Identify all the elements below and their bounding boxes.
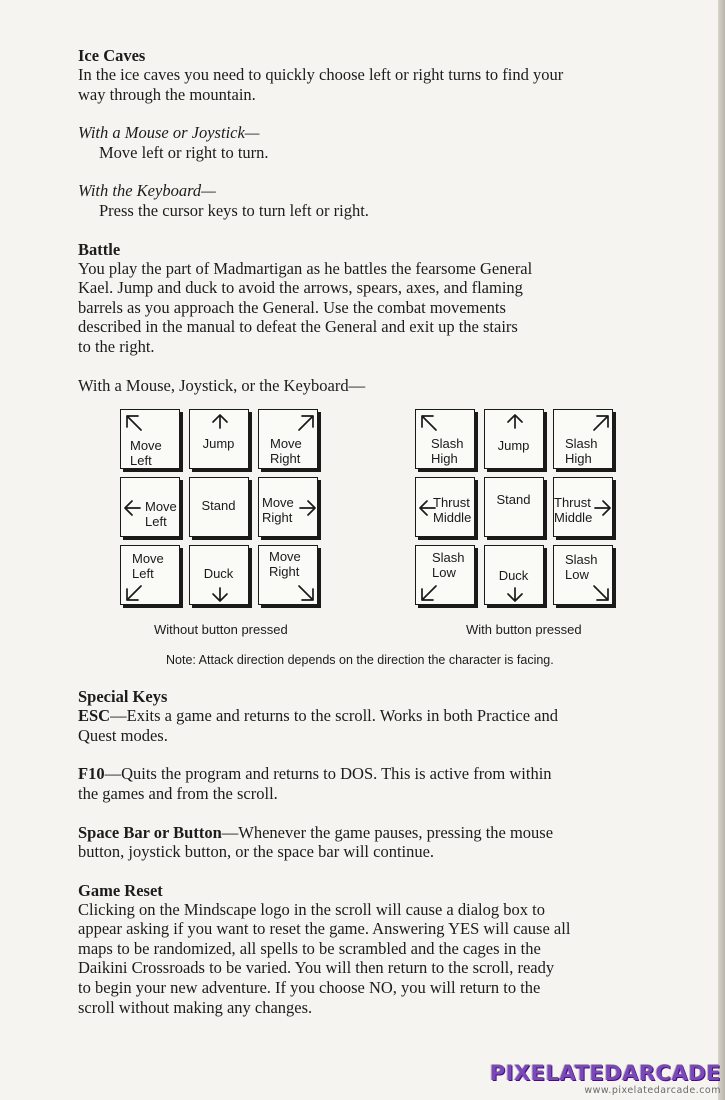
- game-reset-line: Daikini Crossroads to be varied. You will then return to the scroll, ready: [78, 958, 555, 978]
- control-key-label-line: Move: [262, 495, 294, 511]
- control-key-ul: [120, 409, 180, 469]
- ice-caves-heading: Ice Caves: [78, 46, 146, 65]
- control-key-label-line: High: [431, 451, 458, 467]
- arrow-down-right-icon: [591, 583, 611, 603]
- control-key-label-line: Middle: [433, 510, 472, 526]
- control-key-label: [431, 436, 464, 466]
- control-key-label-line: Stand: [496, 492, 531, 508]
- control-key-r: [258, 477, 318, 537]
- control-key-label-line: Low: [565, 567, 589, 583]
- ice-caves-line: In the ice caves you need to quickly choose left or right turns to find your: [78, 65, 564, 84]
- arrow-up-left-icon: [124, 413, 144, 433]
- control-grid-without-button: [120, 409, 322, 611]
- controls-label: With a Mouse, Joystick, or the Keyboard—: [78, 375, 366, 395]
- control-key-label-line: Low: [432, 565, 456, 581]
- arrow-down-icon: [506, 587, 524, 603]
- battle-line: barrels as you approach the General. Use the combat movements: [78, 297, 506, 317]
- control-key-label-line: Thrust: [554, 495, 591, 511]
- watermark-logo: PIXELATEDARCADE: [489, 1061, 721, 1085]
- control-key-u: [484, 409, 544, 469]
- space-bar-description-cont: button, joystick button, or the space bar will continue.: [78, 842, 435, 862]
- control-key-label-line: Left: [132, 566, 154, 582]
- keyboard-label: With the Keyboard—: [78, 181, 216, 201]
- control-key-label-line: Duck: [203, 566, 234, 582]
- game-reset-line: to begin your new adventure. If you choose NO, you will return to the: [78, 978, 541, 998]
- control-key-label-line: Slash: [432, 550, 465, 566]
- control-key-label: [145, 499, 177, 529]
- mouse-joystick-text: Move left or right to turn.: [99, 142, 269, 162]
- page-edge: [718, 0, 725, 1100]
- control-key-r: [553, 477, 613, 537]
- arrow-up-left-icon: [419, 413, 439, 433]
- control-key-d: [484, 545, 544, 605]
- arrow-down-right-icon: [296, 583, 316, 603]
- control-key-label: [269, 549, 301, 579]
- control-key-c: [484, 477, 544, 537]
- keyboard-text: Press the cursor keys to turn left or right.: [99, 200, 369, 220]
- control-key-label-line: Right: [269, 564, 300, 580]
- esc-key-label: ESC: [78, 706, 111, 726]
- control-key-label-line: High: [565, 451, 592, 467]
- control-key-label: [262, 495, 294, 525]
- space-bar-key-label: Space Bar or Button: [78, 822, 222, 842]
- control-key-u: [189, 409, 249, 469]
- control-key-label: [190, 498, 247, 513]
- control-key-label: [432, 550, 465, 580]
- control-key-label: [270, 436, 302, 466]
- control-key-label-line: Slash: [565, 552, 598, 568]
- mouse-joystick-label: With a Mouse or Joystick—: [78, 123, 260, 143]
- control-key-dl: [415, 545, 475, 605]
- watermark-url: www.pixelatedarcade.com: [584, 1085, 721, 1096]
- arrow-down-left-icon: [124, 583, 144, 603]
- game-reset-line: appear asking if you want to reset the game. Answering YES will cause all: [78, 919, 571, 939]
- control-key-label-line: Move: [132, 551, 164, 567]
- control-grid-with-button: [415, 409, 617, 611]
- caption-with-button: With button pressed: [466, 622, 582, 638]
- game-reset-line: scroll without making any changes.: [78, 997, 313, 1017]
- game-reset-line: maps to be randomized, all spells to be scrambled and the cages in the: [78, 938, 541, 958]
- control-key-label-line: Left: [145, 514, 167, 530]
- game-reset-heading: Game Reset: [78, 880, 163, 900]
- battle-line: described in the manual to defeat the General and exit up the stairs: [78, 317, 518, 337]
- control-key-label: [554, 495, 592, 525]
- control-key-label-line: Left: [130, 453, 152, 469]
- control-key-label-line: Slash: [565, 436, 598, 452]
- battle-line: You play the part of Madmartigan as he battles the fearsome General: [78, 258, 533, 278]
- watermark: [490, 1061, 721, 1096]
- control-key-label-line: Move: [130, 438, 162, 454]
- game-reset-line: Clicking on the Mindscape logo in the scroll will cause a dialog box to: [78, 899, 545, 919]
- control-key-label-line: Move: [270, 436, 302, 452]
- arrow-right-icon: [299, 498, 317, 518]
- control-key-label-line: Stand: [201, 498, 236, 514]
- caption-without-button: Without button pressed: [154, 622, 288, 638]
- arrow-up-icon: [506, 413, 524, 429]
- control-key-label-line: Thrust: [433, 495, 470, 511]
- arrow-up-right-icon: [296, 413, 316, 433]
- control-key-label-line: Right: [262, 510, 293, 526]
- control-key-label-line: Right: [270, 451, 301, 467]
- f10-description-cont: the games and from the scroll.: [78, 783, 278, 803]
- battle-line: to the right.: [78, 336, 155, 356]
- control-key-l: [120, 477, 180, 537]
- battle-heading: Battle: [78, 239, 121, 259]
- special-keys-heading: Special Keys: [78, 687, 168, 707]
- control-key-dr: [553, 545, 613, 605]
- f10-description: F10—Quits the program and returns to DOS. This is active from within: [78, 764, 552, 784]
- control-key-label-line: Move: [145, 499, 177, 515]
- control-key-label: [485, 492, 542, 507]
- control-key-label: [190, 436, 247, 451]
- control-key-label-line: Jump: [202, 436, 235, 452]
- control-key-label-line: Duck: [498, 568, 529, 584]
- control-key-label-line: Middle: [554, 510, 593, 526]
- space-bar-description: Space Bar or Button—Whenever the game pauses, pressing the mouse: [78, 822, 554, 842]
- control-key-label-line: Jump: [497, 438, 530, 454]
- control-key-label: [485, 438, 542, 453]
- ice-caves-line: way through the mountain.: [78, 84, 256, 104]
- control-key-dl: [120, 545, 180, 605]
- control-key-label: [565, 436, 598, 466]
- battle-line: Kael. Jump and duck to avoid the arrows, spears, axes, and flaming: [78, 278, 523, 298]
- control-key-label: [485, 568, 542, 583]
- arrow-right-icon: [594, 498, 612, 518]
- control-key-ur: [553, 409, 613, 469]
- control-key-c: [189, 477, 249, 537]
- control-key-d: [189, 545, 249, 605]
- control-key-label: [565, 552, 598, 582]
- f10-key-label: F10: [78, 764, 105, 784]
- control-key-label: [433, 495, 471, 525]
- control-key-label: [132, 551, 164, 581]
- control-key-label-line: Move: [269, 549, 301, 565]
- attack-direction-note: Note: Attack direction depends on the direction the character is facing.: [166, 653, 554, 668]
- arrow-left-icon: [123, 498, 141, 518]
- arrow-down-left-icon: [419, 583, 439, 603]
- arrow-down-icon: [211, 587, 229, 603]
- control-key-ul: [415, 409, 475, 469]
- esc-description-cont: Quest modes.: [78, 725, 168, 745]
- esc-description: ESC—Exits a game and returns to the scroll. Works in both Practice and: [78, 706, 558, 726]
- manual-page: [78, 46, 678, 1017]
- control-key-l: [415, 477, 475, 537]
- control-key-label: [190, 566, 247, 581]
- control-key-dr: [258, 545, 318, 605]
- control-key-label-line: Slash: [431, 436, 464, 452]
- arrow-up-right-icon: [591, 413, 611, 433]
- control-key-label: [130, 438, 162, 468]
- control-key-ur: [258, 409, 318, 469]
- arrow-up-icon: [211, 413, 229, 429]
- control-diagrams: [78, 395, 678, 687]
